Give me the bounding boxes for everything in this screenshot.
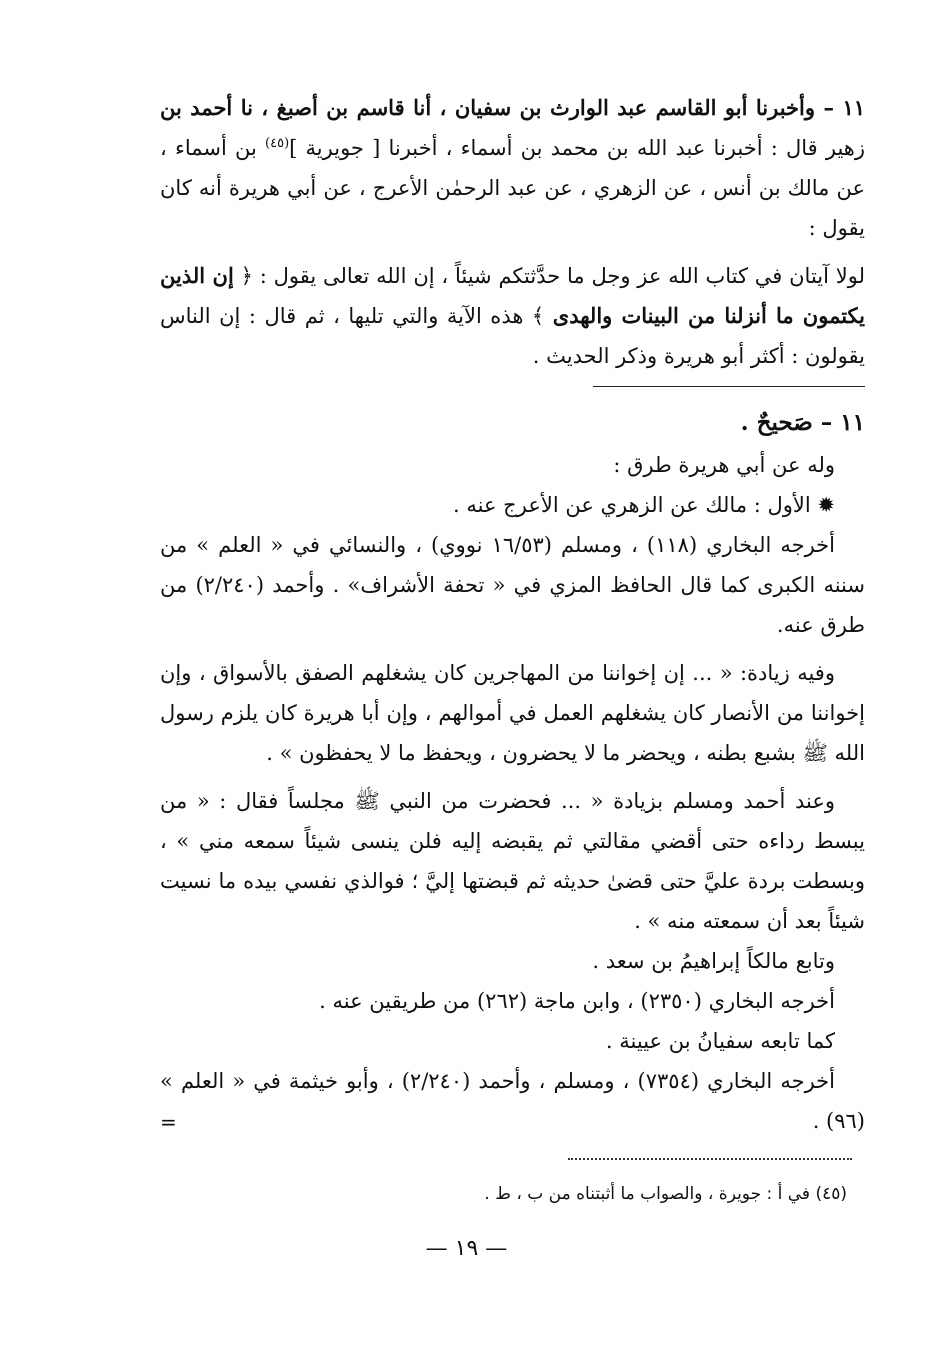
continuation-mark: = bbox=[160, 1110, 177, 1134]
hadith-pre: لولا آيتان في كتاب الله عز وجل ما حدَّثتكم شيئاً ، إن الله تعالى يقول : ﴿ bbox=[240, 264, 865, 288]
narration-line-2-pre: زهير قال : أخبرنا عبد الله بن محمد بن أسماء ، أخبرنا [ جويرية ] bbox=[289, 136, 866, 160]
commentary-para-1: وله عن أبي هريرة طرق : bbox=[613, 453, 835, 477]
commentary-para-6: وتابع مالكاً إبراهيمُ بن سعد . bbox=[592, 949, 835, 973]
narration-line-3: مالك بن أنس ، عن الزهري ، عن عبد الرحمٰن الأعرج ، عن أبي هريرة أنه كان bbox=[160, 176, 830, 200]
commentary-para-4: وفيه زيادة: « ... إن إخواننا من المهاجرين كان يشغلهم الصفق بالأسواق ، وإن إخواننا من الأنصار كان يشغلهم العمل في أموالهم ، وإن أبا هريرة كان يلزم رسول الله ﷺ بشبع بطنه ، ويحضر ما لا يحضرون ، ويحفظ ما لا يحفظون » . bbox=[160, 661, 865, 765]
commentary-para-3: أخرجه البخاري (١١٨) ، ومسلم (١٦/٥٣ نووي) ، والنسائي في « العلم » من سننه الكبرى كما قال الحافظ المزي في « تحفة الأشراف» . وأحمد (٢/٢٤٠) من طرق عنه. bbox=[160, 533, 865, 637]
hadith-post: ﴾ هذه الآية والتي تليها ، ثم قال : إن الناس يقولون : أكثر أبو هريرة وذكر الحديث . bbox=[160, 304, 865, 368]
commentary-para-2-text: الأول : مالك عن الزهري عن الأعرج عنه . bbox=[453, 493, 811, 517]
footnote-ref: (٤٥) bbox=[265, 136, 290, 151]
narration-line-1: ١١ – وأخبرنا أبو القاسم عبد الوارث بن سفيان ، أنا قاسم بن أصبغ ، نا أحمد بن bbox=[160, 95, 865, 120]
commentary-para-2 bbox=[160, 485, 865, 525]
star-icon: ✹ bbox=[817, 493, 835, 517]
narration-text bbox=[160, 88, 865, 248]
page-number: — ١٩ — bbox=[425, 1236, 508, 1261]
narration-paragraph bbox=[160, 88, 865, 248]
grading-heading: ١١ – صَحيحٌ . bbox=[740, 409, 865, 436]
commentary-para-9: أخرجه البخاري (٧٣٥٤) ، ومسلم ، وأحمد (٢/٢٤٠) ، وأبو خيثمة في « العلم » (٩٦) . bbox=[160, 1069, 865, 1133]
footnote-divider bbox=[568, 1158, 852, 1160]
section-divider bbox=[593, 386, 865, 387]
commentary-para-7: أخرجه البخاري (٢٣٥٠) ، وابن ماجة (٢٦٢) من طريقين عنه . bbox=[319, 989, 835, 1013]
narration-line-2-post: بن أسماء ، عن bbox=[160, 136, 865, 200]
page-body bbox=[160, 88, 865, 1141]
commentary-para-8: كما تابعه سفيانُ بن عيينة . bbox=[605, 1029, 835, 1053]
footnote: (٤٥) في أ : جويرة ، والصواب ما أثبتناه من ب ، ط . bbox=[484, 1184, 847, 1204]
hadith-text bbox=[160, 256, 865, 376]
narration-line-4: يقول : bbox=[808, 216, 865, 240]
commentary-para-5: وعند أحمد ومسلم بزيادة « ... فحضرت من النبي ﷺ مجلساً فقال : « من يبسط رداءه حتى أقضي مقالتي ثم يقبضه إليه فلن ينسى شيئاً سمعه مني » ، وبسطت بردة عليَّ حتى قضىٰ حديثه ثم قبضتها إليَّ ؛ فوالذي نفسي بيده ما نسيت شيئاً بعد أن سمعته منه » . bbox=[160, 789, 865, 933]
quran-verse: إن الذين يكتمون ما أنزلنا من البينات والهدى bbox=[160, 263, 865, 328]
